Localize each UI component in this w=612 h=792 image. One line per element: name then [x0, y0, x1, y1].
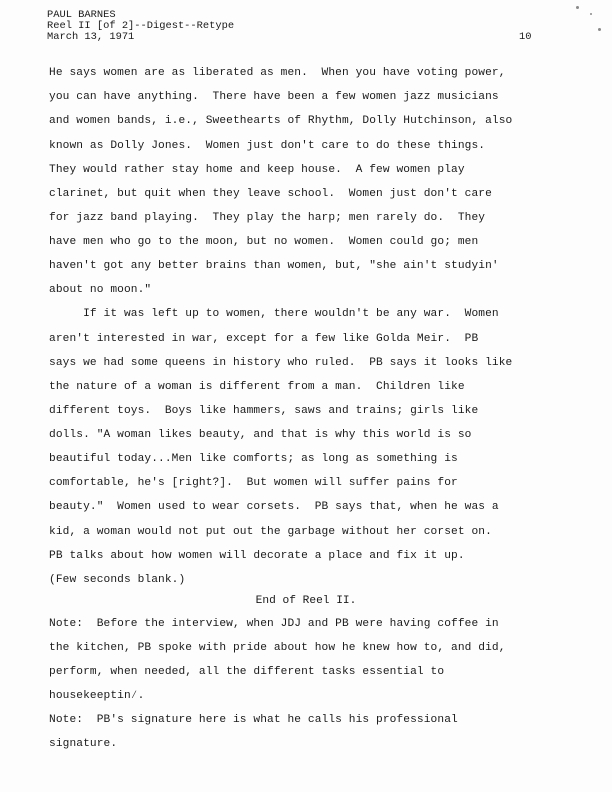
scan-speck: [590, 13, 592, 15]
body-line: kid, a woman would not put out the garbage without her corset on.: [49, 526, 492, 538]
body-line: beautiful today...Men like comforts; as long as something is: [49, 453, 458, 465]
body-line: They would rather stay home and keep house. A few women play: [49, 164, 465, 176]
body-line: If it was left up to women, there wouldn't be any war. Women: [49, 308, 499, 320]
note-line: Note: PB's signature here is what he calls his professional: [49, 714, 458, 726]
body-line: for jazz band playing. They play the harp; men rarely do. They: [49, 212, 486, 224]
body-line: beauty." Women used to wear corsets. PB says that, when he was a: [49, 501, 499, 513]
scan-speck: [576, 6, 579, 9]
note-line: perform, when needed, all the different tasks essential to: [49, 666, 445, 678]
end-of-reel-marker: End of Reel II.: [255, 595, 357, 607]
scan-speck: [598, 28, 601, 31]
note-line: signature.: [49, 738, 118, 750]
body-line: and women bands, i.e., Sweethearts of Rhythm, Dolly Hutchinson, also: [49, 115, 513, 127]
body-line: says we had some queens in history who ruled. PB says it looks like: [49, 357, 513, 369]
header-name: PAUL BARNES: [47, 9, 116, 21]
note-line: Note: Before the interview, when JDJ and PB were having coffee in: [49, 618, 499, 630]
body-line: PB talks about how women will decorate a place and fix it up.: [49, 550, 465, 562]
body-line: comfortable, he's [right?]. But women will suffer pains for: [49, 477, 458, 489]
note-line: the kitchen, PB spoke with pride about how he knew how to, and did,: [49, 642, 506, 654]
header-reel: Reel II [of 2]--Digest--Retype: [47, 20, 235, 32]
body-line: haven't got any better brains than women, but, "she ain't studyin': [49, 260, 499, 272]
body-line: the nature of a woman is different from a man. Children like: [49, 381, 465, 393]
body-line: dolls. "A woman likes beauty, and that is why this world is so: [49, 429, 472, 441]
body-line: known as Dolly Jones. Women just don't care to do these things.: [49, 140, 486, 152]
body-line: (Few seconds blank.): [49, 574, 186, 586]
body-line: you can have anything. There have been a few women jazz musicians: [49, 91, 499, 103]
body-line: aren't interested in war, except for a few like Golda Meir. PB: [49, 333, 479, 345]
body-line: He says women are as liberated as men. When you have voting power,: [49, 67, 506, 79]
page-number: 10: [519, 31, 532, 43]
body-line: have men who go to the moon, but no women. Women could go; men: [49, 236, 479, 248]
note-line: housekeeptin∕.: [49, 690, 145, 702]
header-date: March 13, 1971: [47, 31, 135, 43]
body-line: about no moon.": [49, 284, 152, 296]
body-line: clarinet, but quit when they leave school. Women just don't care: [49, 188, 492, 200]
body-line: different toys. Boys like hammers, saws and trains; girls like: [49, 405, 479, 417]
